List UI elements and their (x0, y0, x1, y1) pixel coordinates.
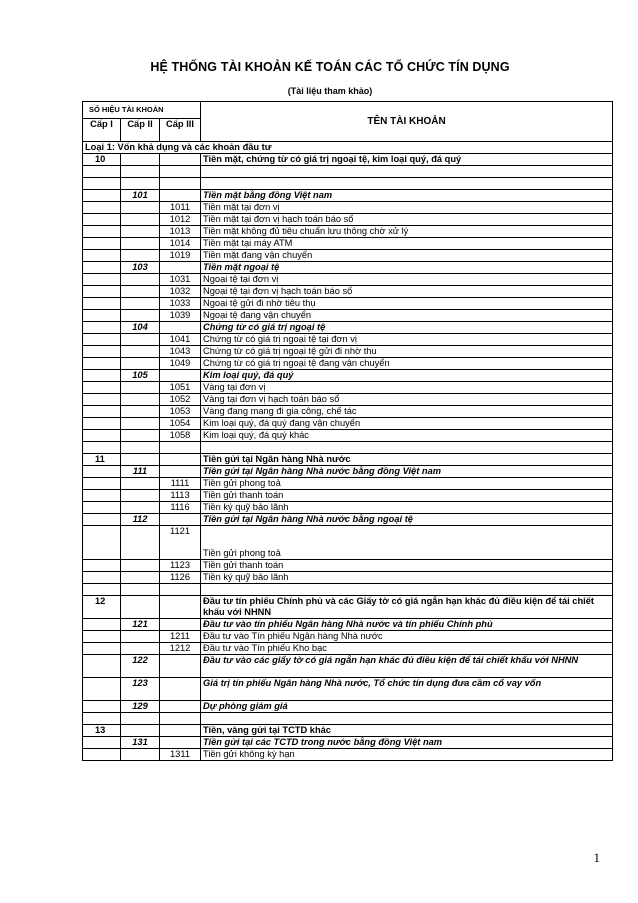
account-row (83, 749, 613, 761)
account-name (201, 178, 613, 190)
level2-code (121, 725, 160, 737)
level3-code (160, 737, 201, 749)
level1-code (83, 334, 121, 346)
account-name: Ngoại tệ đang vận chuyển (201, 310, 613, 322)
level1-code (83, 584, 121, 596)
level1-code (83, 310, 121, 322)
account-row (83, 584, 613, 596)
level1-code (83, 526, 121, 560)
account-row (83, 226, 613, 238)
level3-code (160, 178, 201, 190)
account-name: Kim loại quý, đá quý đang vận chuyển (201, 418, 613, 430)
account-row (83, 596, 613, 619)
account-name: Tiền gửi thanh toán (201, 490, 613, 502)
level3-code: 1126 (160, 572, 201, 584)
account-name (201, 584, 613, 596)
level1-code: 10 (83, 154, 121, 166)
level3-code: 1014 (160, 238, 201, 250)
level3-header: Cấp III (160, 119, 201, 142)
level3-code: 1033 (160, 298, 201, 310)
account-row (83, 737, 613, 749)
level1-code (83, 560, 121, 572)
level3-code: 1052 (160, 394, 201, 406)
account-row (83, 394, 613, 406)
account-name: Vàng tại đơn vị hạch toán báo sổ (201, 394, 613, 406)
level2-code (121, 454, 160, 466)
level1-code (83, 322, 121, 334)
section-label: Loại 1: Vốn khả dụng và các khoản đầu tư (83, 142, 613, 154)
level1-code (83, 701, 121, 713)
level2-code: 122 (121, 655, 160, 678)
account-name: Đầu tư vào Tín phiếu Kho bạc (201, 643, 613, 655)
level3-code (160, 190, 201, 202)
page-number: 1 (593, 850, 600, 865)
account-name: Giá trị tín phiếu Ngân hàng Nhà nước, Tổ chức tín dụng đưa cầm cố vay vốn (201, 678, 613, 701)
account-name: Tiền gửi tại Ngân hàng Nhà nước (201, 454, 613, 466)
account-name: Chứng từ có giá trị ngoại tệ đang vận chuyển (201, 358, 613, 370)
level2-code (121, 749, 160, 761)
level2-code (121, 643, 160, 655)
account-row (83, 478, 613, 490)
account-name: Tiền ký quỹ bảo lãnh (201, 502, 613, 514)
level2-code: 121 (121, 619, 160, 631)
level2-code (121, 631, 160, 643)
level1-code (83, 358, 121, 370)
level2-code (121, 178, 160, 190)
level3-code: 1039 (160, 310, 201, 322)
level2-code (121, 502, 160, 514)
account-name: Chứng từ có giá trị ngoại tệ gửi đi nhờ thu (201, 346, 613, 358)
level1-code (83, 619, 121, 631)
level1-code (83, 737, 121, 749)
account-name: Dự phòng giảm giá (201, 701, 613, 713)
account-row (83, 572, 613, 584)
account-row (83, 526, 613, 560)
account-name: Đầu tư tín phiếu Chính phủ và các Giấy tờ có giá ngắn hạn khác đủ điều kiện để tái chiết khấu với NHNN (201, 596, 613, 619)
level1-code (83, 346, 121, 358)
document-title: HỆ THỐNG TÀI KHOẢN KẾ TOÁN CÁC TỔ CHỨC TÍN DỤNG (150, 60, 510, 74)
level2-code (121, 560, 160, 572)
account-table (82, 101, 613, 761)
level1-code (83, 262, 121, 274)
account-row (83, 346, 613, 358)
level3-code: 1031 (160, 274, 201, 286)
level2-code (121, 713, 160, 725)
account-name: Kim loại quý, đá quý (201, 370, 613, 382)
account-name: Kim loại quý, đá quý khác (201, 430, 613, 442)
account-row (83, 370, 613, 382)
level1-code (83, 655, 121, 678)
account-row (83, 631, 613, 643)
account-row (83, 358, 613, 370)
account-row (83, 406, 613, 418)
level2-code (121, 478, 160, 490)
account-row (83, 713, 613, 725)
level1-code (83, 643, 121, 655)
level1-code (83, 749, 121, 761)
account-row (83, 286, 613, 298)
level3-code (160, 454, 201, 466)
level2-code: 103 (121, 262, 160, 274)
account-row (83, 214, 613, 226)
account-name: Vàng tại đơn vị (201, 382, 613, 394)
account-name: Tiền mặt tại máy ATM (201, 238, 613, 250)
level3-code (160, 154, 201, 166)
level3-code (160, 370, 201, 382)
account-row (83, 166, 613, 178)
level1-code (83, 190, 121, 202)
level2-code (121, 346, 160, 358)
level3-code: 1049 (160, 358, 201, 370)
level3-code (160, 619, 201, 631)
level2-code (121, 490, 160, 502)
account-name: Tiền gửi tại Ngân hàng Nhà nước bằng ngoại tệ (201, 514, 613, 526)
level1-code (83, 238, 121, 250)
level3-code: 1121 (160, 526, 201, 560)
level3-code: 1051 (160, 382, 201, 394)
account-row (83, 334, 613, 346)
level3-code: 1111 (160, 478, 201, 490)
level1-code (83, 166, 121, 178)
level1-code: 13 (83, 725, 121, 737)
account-name: Chứng từ có giá trị ngoại tệ tại đơn vị (201, 334, 613, 346)
level3-code (160, 466, 201, 478)
level2-code (121, 406, 160, 418)
level2-header: Cấp II (121, 119, 160, 142)
level3-code (160, 655, 201, 678)
level1-code (83, 466, 121, 478)
level3-code: 1012 (160, 214, 201, 226)
level3-code: 1113 (160, 490, 201, 502)
level3-code: 1212 (160, 643, 201, 655)
level3-code (160, 442, 201, 454)
account-row (83, 466, 613, 478)
account-name (201, 442, 613, 454)
level1-code (83, 202, 121, 214)
level1-code (83, 178, 121, 190)
level2-code: 105 (121, 370, 160, 382)
header-row-top (83, 102, 613, 119)
level2-code (121, 334, 160, 346)
level2-code (121, 238, 160, 250)
account-name: Tiền mặt, chứng từ có giá trị ngoại tệ, kim loại quý, đá quý (201, 154, 613, 166)
level3-code (160, 262, 201, 274)
account-row (83, 202, 613, 214)
account-row (83, 442, 613, 454)
account-row (83, 560, 613, 572)
level3-code: 1041 (160, 334, 201, 346)
account-name: Tiền mặt ngoại tệ (201, 262, 613, 274)
level3-code (160, 166, 201, 178)
level3-code (160, 678, 201, 701)
level1-code (83, 406, 121, 418)
level1-code (83, 678, 121, 701)
level1-code: 12 (83, 596, 121, 619)
level2-code (121, 358, 160, 370)
account-row (83, 310, 613, 322)
account-row (83, 154, 613, 166)
account-name: Tiền mặt tại đơn vị hạch toán báo sổ (201, 214, 613, 226)
level1-code (83, 226, 121, 238)
level2-code (121, 394, 160, 406)
account-name: Tiền mặt không đủ tiêu chuẩn lưu thông chờ xử lý (201, 226, 613, 238)
account-name: Tiền gửi thanh toán (201, 560, 613, 572)
level2-code (121, 226, 160, 238)
account-name (201, 713, 613, 725)
level1-code (83, 502, 121, 514)
level3-code: 1123 (160, 560, 201, 572)
account-name: Tiền gửi không kỳ hạn (201, 749, 613, 761)
level3-code (160, 701, 201, 713)
level3-code: 1011 (160, 202, 201, 214)
account-row (83, 298, 613, 310)
account-name: Tiền, vàng gửi tại TCTD khác (201, 725, 613, 737)
level2-code (121, 154, 160, 166)
account-name: Chứng từ có giá trị ngoại tệ (201, 322, 613, 334)
account-row (83, 178, 613, 190)
level2-code (121, 310, 160, 322)
account-name: Tiền gửi phong toả (201, 478, 613, 490)
account-name: Tiền mặt tại đơn vị (201, 202, 613, 214)
level3-code (160, 514, 201, 526)
account-name: Tiền mặt bằng đồng Việt nam (201, 190, 613, 202)
level2-code (121, 274, 160, 286)
level3-code (160, 725, 201, 737)
level1-code (83, 250, 121, 262)
level3-code: 1311 (160, 749, 201, 761)
level2-code: 131 (121, 737, 160, 749)
level2-code: 111 (121, 466, 160, 478)
level3-code: 1019 (160, 250, 201, 262)
level2-code (121, 526, 160, 560)
account-row (83, 678, 613, 701)
level1-code (83, 298, 121, 310)
level2-code (121, 442, 160, 454)
level2-code (121, 286, 160, 298)
account-name: Ngoại tệ tại đơn vị (201, 274, 613, 286)
account-row (83, 322, 613, 334)
level3-code: 1013 (160, 226, 201, 238)
account-name-header: TÊN TÀI KHOẢN (201, 102, 613, 142)
section-row (83, 142, 613, 154)
account-name: Đầu tư vào các giấy tờ có giá ngắn hạn khác đủ điều kiện để tái chiết khấu với NHNN (201, 655, 613, 678)
account-name: Tiền gửi phong toả (201, 526, 613, 560)
level3-code: 1211 (160, 631, 201, 643)
level3-code (160, 322, 201, 334)
level2-code (121, 250, 160, 262)
level1-code (83, 572, 121, 584)
account-row (83, 238, 613, 250)
account-row (83, 619, 613, 631)
level1-code (83, 713, 121, 725)
level2-code: 123 (121, 678, 160, 701)
level3-code (160, 596, 201, 619)
level3-code: 1054 (160, 418, 201, 430)
document-subtitle: (Tài liệu tham khảo) (287, 86, 373, 96)
account-row (83, 502, 613, 514)
level1-code (83, 370, 121, 382)
account-row (83, 190, 613, 202)
level1-code (83, 274, 121, 286)
level1-code (83, 478, 121, 490)
level1-code (83, 418, 121, 430)
level3-code: 1032 (160, 286, 201, 298)
account-name: Vàng đang mang đi gia công, chế tác (201, 406, 613, 418)
level2-code (121, 430, 160, 442)
level2-code: 129 (121, 701, 160, 713)
level1-code (83, 382, 121, 394)
account-name: Tiền gửi tại các TCTD trong nước bằng đồng Việt nam (201, 737, 613, 749)
level2-code (121, 214, 160, 226)
level1-code (83, 394, 121, 406)
level1-code (83, 286, 121, 298)
account-row (83, 382, 613, 394)
level3-code: 1053 (160, 406, 201, 418)
account-row (83, 274, 613, 286)
account-row (83, 655, 613, 678)
level1-code (83, 214, 121, 226)
level3-code: 1043 (160, 346, 201, 358)
account-name: Đầu tư vào Tín phiếu Ngân hàng Nhà nước (201, 631, 613, 643)
account-name (201, 166, 613, 178)
level2-code: 104 (121, 322, 160, 334)
level3-code (160, 584, 201, 596)
account-row (83, 490, 613, 502)
level2-code (121, 584, 160, 596)
account-row (83, 725, 613, 737)
level3-code: 1058 (160, 430, 201, 442)
level1-code (83, 514, 121, 526)
account-name: Tiền gửi tại Ngân hàng Nhà nước bằng đồng Việt nam (201, 466, 613, 478)
account-row (83, 643, 613, 655)
account-row (83, 418, 613, 430)
level2-code: 112 (121, 514, 160, 526)
account-row (83, 262, 613, 274)
level2-code: 101 (121, 190, 160, 202)
level1-code (83, 490, 121, 502)
account-name: Tiền mặt đang vận chuyển (201, 250, 613, 262)
level1-header: Cấp I (83, 119, 121, 142)
account-row (83, 430, 613, 442)
account-row (83, 454, 613, 466)
account-row (83, 701, 613, 713)
level2-code (121, 382, 160, 394)
account-name: Đầu tư vào tín phiếu Ngân hàng Nhà nước và tín phiếu Chính phủ (201, 619, 613, 631)
level3-code: 1116 (160, 502, 201, 514)
level1-code (83, 430, 121, 442)
level3-code (160, 713, 201, 725)
level2-code (121, 298, 160, 310)
account-name: Ngoại tệ tại đơn vị hạch toán báo sổ (201, 286, 613, 298)
account-row (83, 250, 613, 262)
account-row (83, 514, 613, 526)
level1-code: 11 (83, 454, 121, 466)
level2-code (121, 166, 160, 178)
level2-code (121, 418, 160, 430)
account-name: Ngoại tệ gửi đi nhờ tiêu thụ (201, 298, 613, 310)
level2-code (121, 572, 160, 584)
account-name: Tiền ký quỹ bảo lãnh (201, 572, 613, 584)
level2-code (121, 596, 160, 619)
level1-code (83, 442, 121, 454)
level2-code (121, 202, 160, 214)
account-number-group-header: SỐ HIỆU TÀI KHOẢN (83, 102, 201, 119)
level1-code (83, 631, 121, 643)
